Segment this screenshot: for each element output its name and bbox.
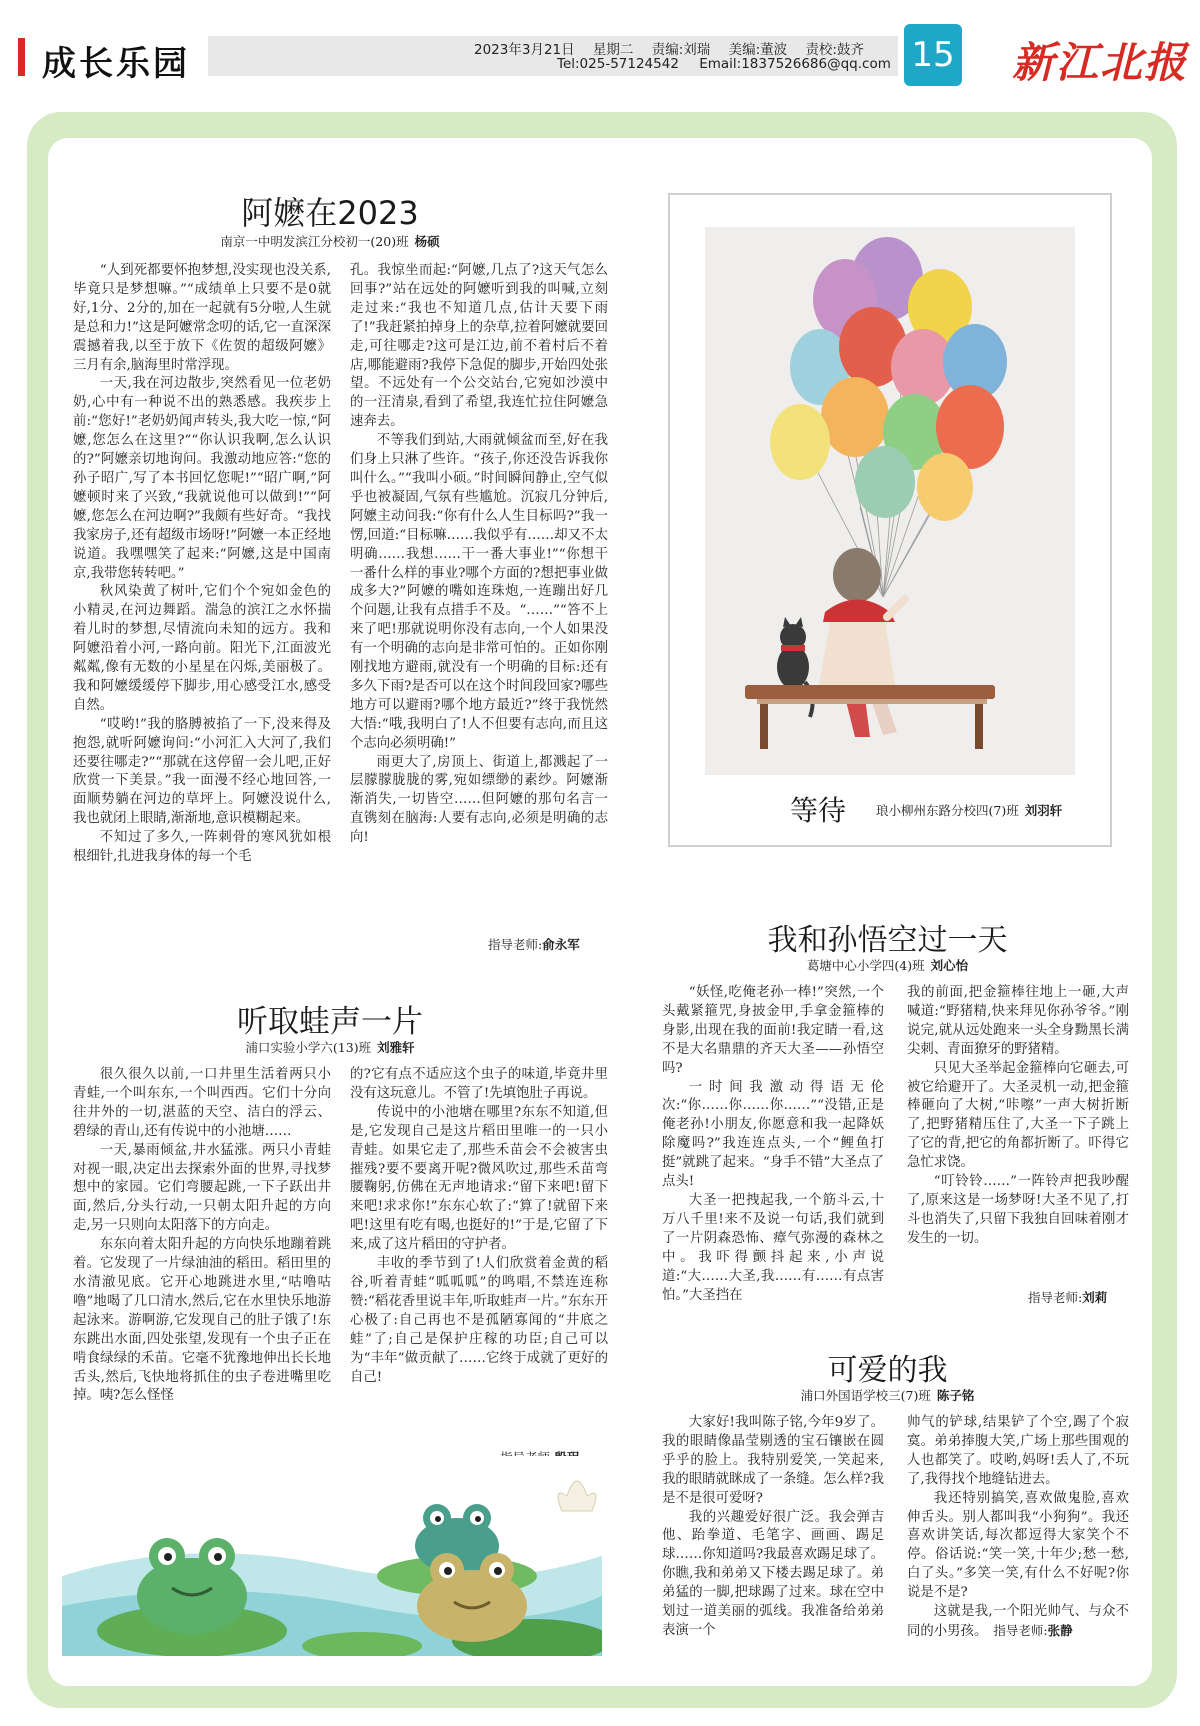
article4-column1 bbox=[662, 1414, 884, 1641]
paragraph: 传说中的小池塘在哪里?东东不知道,但是,它发现自己是这片稻田里唯一的一只小青蛙。如果它走了,那些禾苗会不会被害虫摧残?要不要离开呢?微风吹过,那些禾苗弯腰鞠躬,仿佛在无声地请求:“留下来吧!留下来吧!求求你!”东东心软了:“算了!就留下来吧!这里有吃有喝,也挺好的!”于是,它留了下来,成了这片稻田的守护者。 bbox=[350, 1104, 608, 1253]
paragraph: 大家好!我叫陈子铭,今年9岁了。我的眼睛像晶莹剔透的宝石镶嵌在圆乎乎的脸上。我特别爱笑,一笑起来,我的眼睛就眯成了一条缝。怎么样?我是不是很可爱呀? bbox=[662, 1415, 884, 1506]
painting-title: 等待 bbox=[790, 794, 847, 827]
article4-school: 浦口外国语学校三(7)班 bbox=[800, 1388, 931, 1403]
paragraph: 不知过了多久,一阵刺骨的寒风犹如根根细针,扎进我身体的每一个毛 bbox=[73, 830, 331, 865]
article1-column1 bbox=[73, 262, 331, 867]
article1-teacher bbox=[488, 935, 580, 953]
paragraph: 很久很久以前,一口井里生活着两只小青蛙,一个叫东东,一个叫西西。它们十分向往井外的一切,湛蓝的天空、洁白的浮云、碧绿的青山,还有传说中的小池塘…… bbox=[73, 1067, 331, 1139]
article3-teacher bbox=[1028, 1288, 1107, 1306]
article4-byline bbox=[665, 1386, 1110, 1404]
article3-byline bbox=[665, 956, 1110, 974]
painting-school: 琅小柳州东路分校四(7)班 bbox=[876, 803, 1019, 818]
article1-teacher-name: 俞永军 bbox=[542, 937, 580, 952]
article1-teacher-label: 指导老师: bbox=[488, 937, 543, 952]
paragraph: 秋风染黄了树叶,它们个个宛如金色的小精灵,在河边舞蹈。湍急的滨江之水怀揣着儿时的梦想,尽情流向未知的远方。我和阿嬷沿着小河,一路向前。阳光下,江面波光粼粼,像有无数的小星星在闪烁,美丽极了。我和阿嬷缓缓停下脚步,用心感受江水,感受自然。 bbox=[73, 584, 331, 713]
article1-column2 bbox=[350, 262, 608, 848]
article2-title: 听取蛙声一片 bbox=[237, 1004, 423, 1040]
paragraph: 我还特别搞笑,喜欢做鬼脸,喜欢伸舌头。别人都叫我“小狗狗”。我还喜欢讲笑话,每次都逗得大家笑个不停。俗话说:“笑一笑,十年少;愁一愁,白了头。”多笑一笑,有什么不好呢?你说是不是? bbox=[907, 1490, 1129, 1601]
article2-column2 bbox=[350, 1066, 608, 1387]
article4-teacher-name: 张静 bbox=[1047, 1622, 1073, 1638]
paragraph: 一天,暴雨倾盆,井水猛涨。两只小青蛙对视一眼,决定出去探索外面的世界,寻找梦想中的家园。它们弯腰起跳,一下子跃出井面,然后,分头行动,一只朝太阳升起的方向走,另一只则向太阳落下的方向走。 bbox=[73, 1142, 331, 1234]
article4-title: 可爱的我 bbox=[827, 1353, 948, 1388]
contact-tel: Tel:025-57124542 bbox=[557, 56, 679, 72]
painting-author: 刘羽轩 bbox=[1024, 803, 1063, 818]
balloon-mint bbox=[855, 446, 915, 518]
balloon-orange bbox=[821, 377, 889, 457]
balloon-yellow bbox=[770, 404, 830, 480]
newspaper-logo: 新江北报 bbox=[1012, 38, 1189, 87]
column-accent-bar bbox=[18, 38, 25, 76]
paragraph: 不等我们到站,大雨就倾盆而至,好在我们身上只淋了些许。“孩子,你还没告诉我你叫什么。”“我叫小硕。”时间瞬间静止,空气似乎也被凝固,气氛有些尴尬。沉寂几分钟后,阿嬷主动问我:“你有什么人生目标吗?”我一愣,回道:“目标嘛……我似乎有……却又不太明确……我想……干一番大事业!”“你想干一番什么样的事业?哪个方面的?想把事业做成多大?”阿嬷的嘴如连珠炮,一连蹦出好几个问题,让我有点措手不及。“……”“答不上来了吧!那就说明你没有志向,一个人如果没有一个明确的志向是非常可怕的。正如你刚刚找地方避雨,就没有一个明确的目标:还有多久下雨?是否可以在这个时间段回家?哪些地方可以避雨?哪个地方最近?”终于我恍然大悟:“哦,我明白了!人不但要有志向,而且这个志向必须明确!” bbox=[350, 433, 608, 751]
article3-school: 葛塘中心小学四(4)班 bbox=[806, 958, 925, 973]
balloon-gold bbox=[917, 453, 973, 521]
paragraph: 丰收的季节到了!人们欣赏着金黄的稻谷,听着青蛙“呱呱呱”的鸣唱,不禁连连称赞:“稻花香里说丰年,听取蛙声一片。”东东开心极了:自己再也不是孤陋寡闻的“井底之蛙”了;自己是保护庄稼的功臣;自己可以为“丰年”做贡献了……它终于成就了更好的自己! bbox=[350, 1256, 608, 1385]
article1-author: 杨硕 bbox=[414, 234, 440, 249]
article2-byline bbox=[75, 1038, 585, 1056]
paragraph: 我的兴趣爱好很广泛。我会弹吉他、跆拳道、毛笔字、画画、踢足球……你知道吗?我最喜欢踢足球了。你瞧,我和弟弟又下楼去踢足球了。弟弟猛的一脚,把球踢了过来。球在空中划过一道美丽的弧线。我准备给弟弟表演一个 bbox=[662, 1509, 884, 1638]
article3-author: 刘心怡 bbox=[930, 958, 969, 973]
article4-column2 bbox=[907, 1414, 1129, 1642]
painting-byline bbox=[876, 801, 1062, 819]
paragraph: 东东向着太阳升起的方向快乐地蹦着跳着。它发现了一片绿油油的稻田。稻田里的水清澈见底。它开心地跳进水里,“咕噜咕噜”地喝了几口清水,然后,它在水里快乐地游起泳来。游啊游,它发现自己的肚子饿了!东东跳出水面,四处张望,发现有一个虫子正在啃食绿绿的禾苗。它毫不犹豫地伸出长长地舌头,然后,飞快地将抓住的虫子卷进嘴里吃掉。咦?怎么怪怪 bbox=[73, 1237, 331, 1404]
issue-date: 2023年3月21日 bbox=[474, 42, 575, 58]
header-meta-line2 bbox=[557, 56, 907, 72]
paragraph: 的?它有点不适应这个虫子的味道,毕竟井里没有这玩意儿。不管了!先填饱肚子再说。 bbox=[350, 1067, 608, 1101]
article3-teacher-label: 指导老师: bbox=[1028, 1290, 1083, 1305]
balloon-girl-painting bbox=[705, 227, 1075, 775]
article4-author: 陈子铭 bbox=[936, 1388, 975, 1403]
article4-teacher-label: 指导老师: bbox=[993, 1622, 1048, 1638]
article3-column2 bbox=[907, 984, 1129, 1249]
header-meta-line1 bbox=[474, 38, 878, 58]
designer-credit: 美编:董波 bbox=[728, 42, 788, 58]
paragraph: 这就是我,一个阳光帅气、与众不同的小男孩。 指导老师:张静 bbox=[907, 1604, 1129, 1639]
proofreader-credit: 责校:鼓齐 bbox=[805, 42, 864, 58]
paragraph: “叮铃铃……”一阵铃声把我吵醒了,原来这是一场梦呀!大圣不见了,打斗也消失了,只留下我独自回味着刚才发生的一切。 bbox=[907, 1174, 1129, 1246]
article2-author: 刘雅轩 bbox=[377, 1040, 415, 1055]
article1-title: 阿嬷在2023 bbox=[241, 194, 419, 232]
column-name: 成长乐园 bbox=[42, 44, 190, 84]
frog-pond-illustration bbox=[62, 1456, 602, 1656]
paragraph: 大圣一把拽起我,一个筋斗云,十万八千里!来不及说一句话,我们就到了一片阴森恐怖、瘴气弥漫的森林之中。我吓得颤抖起来,小声说道:“大……大圣,我……有……有点害怕。”大圣挡在 bbox=[662, 1192, 884, 1303]
paragraph: “妖怪,吃俺老孙一棒!”突然,一个头戴紧箍咒,身披金甲,手拿金箍棒的身影,出现在我的面前!我定睛一看,这不是大名鼎鼎的齐天大圣——孙悟空吗? bbox=[662, 985, 884, 1076]
article1-byline bbox=[75, 232, 585, 250]
paragraph: “哎哟!”我的胳膊被掐了一下,没来得及抱怨,就听阿嬷询问:“小河汇入大河了,我们还要往哪走?”“那就在这停留一会儿吧,正好欣赏一下美景。”我一面漫不经心地回答,一面顺势躺在河边的草坪上。阿嬷没说什么,我也就闭上眼睛,渐渐地,意识模糊起来。 bbox=[73, 716, 331, 827]
paragraph: 帅气的铲球,结果铲了个空,踢了个寂寞。弟弟捧腹大笑,广场上那些围观的人也都笑了。哎哟,妈呀!丢人了,不玩了,我得找个地缝钻进去。 bbox=[907, 1415, 1129, 1487]
article2-column1 bbox=[73, 1066, 331, 1406]
paragraph: 只见大圣举起金箍棒向它砸去,可被它给避开了。大圣灵机一动,把金箍棒砸向了大树,“咔嚓”一声大树折断了,把野猪精压住了,大圣一下子跳上了它的背,把它的角都折断了。吓得它急忙求饶。 bbox=[907, 1060, 1129, 1171]
article2-school: 浦口实验小学六(13)班 bbox=[245, 1040, 372, 1055]
paragraph: 我的前面,把金箍棒往地上一砸,大声喊道:“野猪精,快来拜见你孙爷爷。”刚说完,就从远处跑来一头全身黝黑长满尖刺、青面獠牙的野猪精。 bbox=[907, 985, 1129, 1057]
article3-teacher-name: 刘莉 bbox=[1082, 1290, 1108, 1305]
issue-weekday: 星期二 bbox=[592, 42, 634, 58]
article3-title: 我和孙悟空过一天 bbox=[767, 923, 1008, 958]
article3-column1 bbox=[662, 984, 884, 1305]
paragraph: 一天,我在河边散步,突然看见一位老奶奶,心中有一种说不出的熟悉感。我疾步上前:“您好!”老奶奶闻声转头,我大吃一惊,“阿嬷,您怎么在这里?”“你认识我啊,怎么认识的?”阿嬷亲切地询问。我激动地应答:“您的孙子昭广,写了本书回忆您呢!”“昭广啊,”阿嬷顿时来了兴致,“我就说他可以做到!”“阿嬷,您怎么在河边啊?”我颇有些好奇。“我找我家房子,还有超级市场呀!”阿嬷一本正经地说道。我嘿嘿笑了起来:“阿嬷,这是中国南京,我带您转转吧。” bbox=[73, 376, 331, 581]
paragraph: 一时间我激动得语无伦次:“你……你……你……”“没错,正是俺老孙!小朋友,你愿意和我一起降妖除魔吗?”我连连点头,一个“鲤鱼打挺”就跳了起来。“身手不错”大圣点了点头! bbox=[662, 1079, 884, 1190]
painting-frame bbox=[668, 193, 1112, 847]
page-header bbox=[0, 0, 1200, 100]
article4-teacher bbox=[993, 1623, 1072, 1638]
article1-school: 南京一中明发滨江分校初一(20)班 bbox=[220, 234, 409, 249]
contact-email: Email:1837526686@qq.com bbox=[699, 56, 891, 72]
editor-credit: 责编:刘瑞 bbox=[651, 42, 711, 58]
page-number-badge: 15 bbox=[904, 24, 962, 86]
paragraph: 孔。我惊坐而起:“阿嬷,几点了?这天气怎么回事?”站在远处的阿嬷听到我的叫喊,立刻走过来:“我也不知道几点,估计天要下雨了!”我赶紧拍掉身上的杂草,拉着阿嬷就要回走,可往哪走?这可是江边,前不着村后不着店,哪能避雨?我停下急促的脚步,开始四处张望。不远处有一个公交站台,它宛如沙漠中的一汪清泉,看到了希望,我连忙拉住阿嬷急速奔去。 bbox=[350, 263, 608, 430]
paragraph: “人到死都要怀抱梦想,没实现也没关系,毕竟只是梦想嘛。”“成绩单上只要不是0就好,1分、2分的,加在一起就有5分啦,人生就是总和力!”这是阿嬷常念叨的话,它一直深深震撼着我,以至于放下《佐贺的超级阿嬷》三月有余,脑海里时常浮现。 bbox=[73, 263, 331, 373]
paragraph: 雨更大了,房顶上、街道上,都溅起了一层朦朦胧胧的雾,宛如缥缈的素纱。阿嬷渐渐消失,一切皆空……但阿嬷的那句名言一直镌刻在脑海:人要有志向,必须是明确的志向! bbox=[350, 754, 608, 846]
